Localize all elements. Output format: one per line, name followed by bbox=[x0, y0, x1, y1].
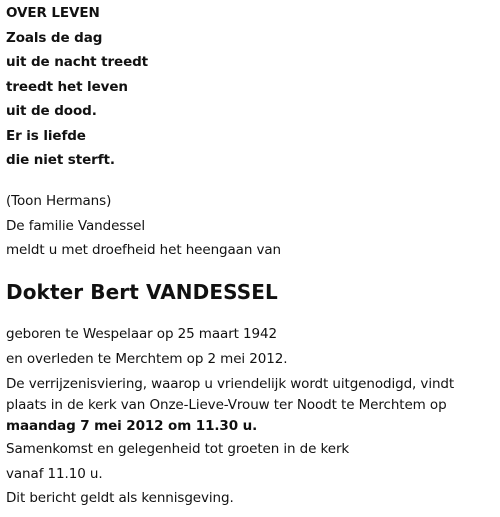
gathering-line-1: Samenkomst en gelegenheid tot groeten in de kerk bbox=[6, 441, 350, 457]
family-line: De familie Vandessel bbox=[6, 218, 146, 234]
poem-author: (Toon Hermans) bbox=[6, 193, 112, 209]
poem-line-3: treedt het leven bbox=[6, 79, 128, 95]
ceremony-date: maandag 7 mei 2012 om 11.30 u. bbox=[6, 418, 258, 434]
poem-line-1: Zoals de dag bbox=[6, 30, 103, 46]
poem-title: OVER LEVEN bbox=[6, 5, 100, 21]
ceremony-line-1: De verrijzenisviering, waarop u vriendelijk wordt uitgenodigd, vindt bbox=[6, 376, 455, 392]
poem-line-4: uit de dood. bbox=[6, 103, 97, 119]
deceased-name: Dokter Bert VANDESSEL bbox=[6, 280, 278, 304]
birth-line: geboren te Wespelaar op 25 maart 1942 bbox=[6, 326, 277, 342]
notice-line: Dit bericht geldt als kennisgeving. bbox=[6, 490, 234, 506]
gathering-line-2: vanaf 11.10 u. bbox=[6, 466, 103, 482]
ceremony-line-2: plaats in de kerk van Onze-Lieve-Vrouw ter Noodt te Merchtem op bbox=[6, 397, 447, 413]
poem-line-5: Er is liefde bbox=[6, 128, 86, 144]
poem-line-2: uit de nacht treedt bbox=[6, 54, 149, 70]
announcement-line: meldt u met droefheid het heengaan van bbox=[6, 242, 282, 258]
poem-line-6: die niet sterft. bbox=[6, 152, 115, 168]
death-line: en overleden te Merchtem op 2 mei 2012. bbox=[6, 351, 288, 367]
